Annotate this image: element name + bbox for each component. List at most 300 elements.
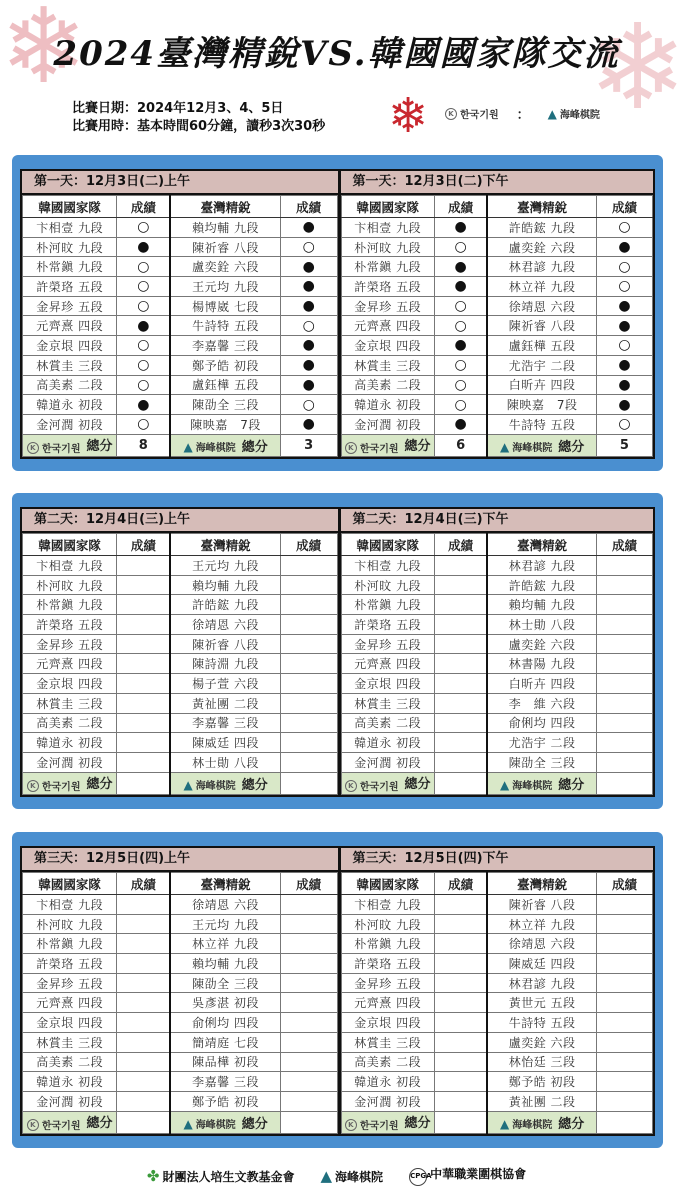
korea-player: 高美素 二段 bbox=[23, 1052, 117, 1072]
korea-result: ○ bbox=[117, 277, 170, 297]
korea-baduk-name: 한국기원 bbox=[41, 782, 81, 794]
taiwan-result bbox=[596, 895, 652, 915]
session-title: 第二天：12月4日(三)上午 bbox=[22, 509, 338, 533]
korea-player: 林賞圭 三段 bbox=[23, 1032, 117, 1052]
table-row bbox=[341, 615, 653, 635]
korea-result bbox=[117, 752, 170, 772]
korea-player: 高美素 二段 bbox=[341, 713, 434, 733]
korea-total-score bbox=[117, 1111, 170, 1133]
taiwan-player: 吳彥湛 初段 bbox=[170, 993, 280, 1013]
mountain-icon: ▲ bbox=[183, 439, 193, 454]
korea-result bbox=[117, 733, 170, 753]
taiwan-result bbox=[280, 1032, 337, 1052]
taiwan-player: 林士勛 八段 bbox=[487, 615, 596, 635]
korea-result: ● bbox=[117, 395, 170, 415]
match-time: 比賽用時：基本時間60分鐘，讀秒3次30秒 bbox=[72, 119, 326, 134]
taiwan-result: ○ bbox=[596, 218, 652, 238]
haixia-name: 海峰棋院 bbox=[512, 781, 553, 793]
taiwan-total-score: 3 bbox=[280, 434, 337, 456]
taiwan-team-header: 臺灣精銳 bbox=[170, 534, 280, 556]
table-row bbox=[341, 296, 653, 316]
table-row bbox=[23, 654, 338, 674]
taiwan-result bbox=[596, 1072, 652, 1092]
taiwan-player: 盧奕銓 六段 bbox=[487, 237, 596, 257]
table-row bbox=[23, 237, 338, 257]
korea-result: ● bbox=[434, 414, 487, 434]
taiwan-result bbox=[280, 752, 337, 772]
korea-baduk-name: 한국기원 bbox=[41, 444, 81, 456]
header-row bbox=[23, 196, 338, 218]
korea-baduk-logo bbox=[27, 778, 81, 793]
korea-player: 韓道永 初段 bbox=[23, 1072, 117, 1092]
taiwan-team-header: 臺灣精銳 bbox=[170, 196, 280, 218]
korea-total-label bbox=[23, 1111, 117, 1133]
korea-result: ● bbox=[434, 218, 487, 238]
taiwan-result: ○ bbox=[596, 257, 652, 277]
result-header: 成績 bbox=[280, 873, 337, 895]
taiwan-player: 林君諺 九段 bbox=[487, 973, 596, 993]
taiwan-team-header: 臺灣精銳 bbox=[170, 873, 280, 895]
korea-total-label bbox=[341, 1111, 434, 1133]
taiwan-result bbox=[280, 595, 337, 615]
taiwan-total-label bbox=[170, 772, 280, 794]
taiwan-result bbox=[280, 1052, 337, 1072]
korea-result: ○ bbox=[117, 355, 170, 375]
taiwan-player: 許皓鋐 九段 bbox=[487, 575, 596, 595]
table-row bbox=[23, 316, 338, 336]
korea-total-score bbox=[434, 1111, 487, 1133]
snowflake-icon: ❄ bbox=[588, 0, 687, 136]
taiwan-result bbox=[596, 1091, 652, 1111]
taiwan-result bbox=[280, 654, 337, 674]
korea-player: 卞相壹 九段 bbox=[341, 895, 434, 915]
taiwan-result: ● bbox=[280, 375, 337, 395]
haixia-logo bbox=[500, 777, 552, 792]
taiwan-result bbox=[596, 954, 652, 974]
korea-baduk-icon: K bbox=[27, 1119, 39, 1131]
table-row bbox=[23, 375, 338, 395]
taiwan-player: 盧鈺樺 五段 bbox=[487, 336, 596, 356]
taiwan-result bbox=[596, 733, 652, 753]
taiwan-result bbox=[596, 556, 652, 576]
korea-baduk-logo bbox=[345, 778, 399, 793]
mountain-icon: ▲ bbox=[320, 1166, 333, 1185]
korea-result bbox=[117, 934, 170, 954]
korea-result bbox=[434, 993, 487, 1013]
korea-player: 元齊熹 四段 bbox=[341, 316, 434, 336]
total-label: 總分 bbox=[404, 776, 431, 792]
korea-player: 卞相壹 九段 bbox=[341, 218, 434, 238]
haixia-logo bbox=[183, 1116, 235, 1131]
match-info bbox=[72, 100, 325, 136]
taiwan-player: 俞俐均 四段 bbox=[170, 1013, 280, 1033]
taiwan-player: 陳映嘉 7段 bbox=[487, 395, 596, 415]
korea-player: 元齊熹 四段 bbox=[23, 993, 117, 1013]
korea-result bbox=[434, 895, 487, 915]
taiwan-player: 尤浩宇 二段 bbox=[487, 733, 596, 753]
korea-team-header: 韓國國家隊 bbox=[341, 534, 434, 556]
total-row bbox=[341, 772, 653, 794]
taiwan-player: 黃世元 五段 bbox=[487, 993, 596, 1013]
taiwan-player: 陳祈睿 八段 bbox=[170, 237, 280, 257]
table-row bbox=[23, 693, 338, 713]
korea-team-header: 韓國國家隊 bbox=[23, 534, 117, 556]
korea-result bbox=[117, 1091, 170, 1111]
taiwan-player: 賴均輔 九段 bbox=[170, 954, 280, 974]
taiwan-team-header: 臺灣精銳 bbox=[487, 534, 596, 556]
korea-result: ○ bbox=[434, 395, 487, 415]
korea-result bbox=[434, 752, 487, 772]
taiwan-result: ● bbox=[596, 296, 652, 316]
korea-result: ○ bbox=[117, 257, 170, 277]
taiwan-player: 賴均輔 九段 bbox=[170, 218, 280, 238]
korea-player: 金昇珍 五段 bbox=[23, 973, 117, 993]
haixia-footer-logo: ▲ 海峰棋院 bbox=[320, 1166, 384, 1185]
taiwan-player: 陳祈睿 八段 bbox=[487, 316, 596, 336]
korea-result bbox=[117, 713, 170, 733]
taiwan-result: ● bbox=[280, 336, 337, 356]
korea-baduk-name: 한국기원 bbox=[359, 444, 399, 456]
result-header: 成績 bbox=[117, 873, 170, 895]
korea-player: 金京垠 四段 bbox=[23, 1013, 117, 1033]
total-row bbox=[23, 434, 338, 456]
snowflake-icon: ❄ bbox=[0, 0, 88, 107]
korea-player: 金京垠 四段 bbox=[341, 1013, 434, 1033]
table-row bbox=[23, 993, 338, 1013]
table-row bbox=[341, 934, 653, 954]
korea-player: 朴河旼 九段 bbox=[341, 237, 434, 257]
taiwan-player: 陳映嘉 7段 bbox=[170, 414, 280, 434]
korea-result bbox=[434, 595, 487, 615]
korea-baduk-icon: K bbox=[345, 1119, 357, 1131]
korea-player: 金昇珍 五段 bbox=[341, 973, 434, 993]
session-title: 第三天：12月5日(四)上午 bbox=[22, 848, 338, 872]
korea-player: 金京垠 四段 bbox=[23, 336, 117, 356]
total-label: 總分 bbox=[86, 1115, 113, 1131]
korea-player: 卞相壹 九段 bbox=[23, 556, 117, 576]
korea-result: ○ bbox=[434, 296, 487, 316]
korea-player: 林賞圭 三段 bbox=[23, 355, 117, 375]
table-row bbox=[23, 634, 338, 654]
korea-result bbox=[434, 1072, 487, 1092]
table-row bbox=[23, 733, 338, 753]
result-header: 成績 bbox=[434, 873, 487, 895]
taiwan-player: 徐靖恩 六段 bbox=[487, 296, 596, 316]
korea-result bbox=[434, 654, 487, 674]
taiwan-player: 楊博崴 七段 bbox=[170, 296, 280, 316]
korea-player: 韓道永 初段 bbox=[23, 733, 117, 753]
taiwan-team-header: 臺灣精銳 bbox=[487, 873, 596, 895]
taiwan-result: ○ bbox=[596, 336, 652, 356]
table-row bbox=[23, 1013, 338, 1033]
korea-result bbox=[434, 615, 487, 635]
korea-total-score bbox=[117, 772, 170, 794]
korea-player: 朴常鎭 九段 bbox=[23, 257, 117, 277]
korea-result: ○ bbox=[434, 316, 487, 336]
total-label: 總分 bbox=[241, 777, 268, 793]
taiwan-player: 林怡廷 三段 bbox=[487, 1052, 596, 1072]
taiwan-player: 陳品樺 初段 bbox=[170, 1052, 280, 1072]
session-title: 第二天：12月4日(三)下午 bbox=[341, 509, 654, 533]
korea-baduk-icon: K bbox=[345, 442, 357, 454]
table-row bbox=[341, 277, 653, 297]
korea-player: 高美素 二段 bbox=[23, 713, 117, 733]
korea-player: 許榮珞 五段 bbox=[341, 954, 434, 974]
korea-result bbox=[117, 575, 170, 595]
results-table bbox=[341, 872, 654, 1134]
taiwan-result bbox=[280, 634, 337, 654]
korea-player: 朴常鎭 九段 bbox=[341, 257, 434, 277]
table-row bbox=[341, 355, 653, 375]
taiwan-total-score bbox=[596, 1111, 652, 1133]
taiwan-total-label bbox=[170, 1111, 280, 1133]
taiwan-result: ● bbox=[280, 257, 337, 277]
korea-baduk-logo: K 한국기원 bbox=[445, 106, 499, 121]
korea-player: 許榮珞 五段 bbox=[23, 277, 117, 297]
taiwan-player: 陳祈睿 八段 bbox=[487, 895, 596, 915]
taiwan-result bbox=[280, 1072, 337, 1092]
table-row bbox=[23, 895, 338, 915]
korea-result: ○ bbox=[117, 218, 170, 238]
taiwan-result: ● bbox=[280, 414, 337, 434]
total-label: 總分 bbox=[86, 776, 113, 792]
session-table bbox=[22, 171, 338, 457]
header-row bbox=[341, 873, 653, 895]
total-row bbox=[341, 1111, 653, 1133]
day-panel bbox=[12, 493, 663, 809]
session-title: 第一天：12月3日(二)上午 bbox=[22, 171, 338, 195]
taiwan-result: ● bbox=[280, 355, 337, 375]
taiwan-result bbox=[596, 713, 652, 733]
taiwan-player: 盧奕銓 六段 bbox=[487, 634, 596, 654]
taiwan-result bbox=[596, 615, 652, 635]
results-table bbox=[22, 195, 338, 457]
taiwan-result bbox=[280, 575, 337, 595]
korea-baduk-name: 한국기원 bbox=[359, 1121, 399, 1133]
taiwan-total-label bbox=[487, 1111, 596, 1133]
korea-player: 許榮珞 五段 bbox=[23, 615, 117, 635]
taiwan-result: ● bbox=[596, 375, 652, 395]
korea-player: 朴河旼 九段 bbox=[341, 914, 434, 934]
korea-result bbox=[434, 1091, 487, 1111]
taiwan-total-score bbox=[280, 772, 337, 794]
header-row bbox=[23, 534, 338, 556]
haixia-name: 海峰棋院 bbox=[512, 443, 553, 455]
table-row bbox=[341, 414, 653, 434]
haixia-name: 海峰棋院 bbox=[512, 1120, 553, 1132]
taiwan-total-score bbox=[596, 772, 652, 794]
taiwan-player: 陳劭全 三段 bbox=[170, 973, 280, 993]
korea-player: 高美素 二段 bbox=[341, 375, 434, 395]
korea-result bbox=[117, 954, 170, 974]
total-label: 總分 bbox=[404, 438, 431, 454]
taiwan-player: 盧奕銓 六段 bbox=[487, 1032, 596, 1052]
total-row bbox=[341, 434, 653, 456]
korea-result: ○ bbox=[117, 375, 170, 395]
haixia-logo: ▲ 海峰棋院 bbox=[547, 106, 600, 121]
table-row bbox=[23, 914, 338, 934]
table-row bbox=[23, 752, 338, 772]
clover-icon: ✤ bbox=[146, 1166, 160, 1185]
taiwan-player: 徐靖恩 六段 bbox=[170, 895, 280, 915]
taiwan-result bbox=[280, 895, 337, 915]
korea-baduk-logo bbox=[345, 1117, 399, 1132]
taiwan-result: ● bbox=[280, 296, 337, 316]
korea-player: 韓道永 初段 bbox=[341, 395, 434, 415]
korea-player: 許榮珞 五段 bbox=[341, 615, 434, 635]
taiwan-result: ○ bbox=[280, 237, 337, 257]
taiwan-player: 李嘉馨 三段 bbox=[170, 336, 280, 356]
korea-result bbox=[117, 693, 170, 713]
korea-player: 朴河旼 九段 bbox=[341, 575, 434, 595]
mountain-icon: ▲ bbox=[500, 1116, 510, 1131]
korea-result: ○ bbox=[434, 355, 487, 375]
result-header: 成績 bbox=[434, 534, 487, 556]
results-table bbox=[22, 533, 338, 795]
taiwan-player: 李嘉馨 三段 bbox=[170, 1072, 280, 1092]
taiwan-result bbox=[596, 1032, 652, 1052]
korea-result bbox=[117, 973, 170, 993]
table-row bbox=[341, 1013, 653, 1033]
table-row bbox=[23, 615, 338, 635]
korea-result bbox=[434, 1052, 487, 1072]
taiwan-player: 黃祉團 二段 bbox=[170, 693, 280, 713]
taiwan-result bbox=[596, 575, 652, 595]
korea-total-score: 6 bbox=[434, 434, 487, 456]
korea-player: 朴常鎭 九段 bbox=[23, 595, 117, 615]
taiwan-result bbox=[280, 1091, 337, 1111]
table-row bbox=[23, 954, 338, 974]
korea-result: ○ bbox=[434, 375, 487, 395]
korea-result: ○ bbox=[117, 296, 170, 316]
table-row bbox=[23, 1032, 338, 1052]
korea-player: 朴常鎭 九段 bbox=[341, 934, 434, 954]
session-table bbox=[22, 509, 338, 795]
day-panel-inner bbox=[20, 169, 655, 459]
korea-result bbox=[117, 895, 170, 915]
korea-total-label bbox=[23, 772, 117, 794]
korea-total-score bbox=[434, 772, 487, 794]
taiwan-player: 牛詩特 五段 bbox=[487, 1013, 596, 1033]
taiwan-player: 盧鈺樺 五段 bbox=[170, 375, 280, 395]
korea-player: 林賞圭 三段 bbox=[23, 693, 117, 713]
korea-player: 金河潤 初段 bbox=[23, 752, 117, 772]
table-row bbox=[341, 316, 653, 336]
korea-result bbox=[117, 993, 170, 1013]
table-row bbox=[341, 1052, 653, 1072]
taiwan-player: 白昕卉 四段 bbox=[487, 375, 596, 395]
korea-player: 高美素 二段 bbox=[341, 1052, 434, 1072]
korea-player: 卞相壹 九段 bbox=[23, 895, 117, 915]
table-row bbox=[341, 674, 653, 694]
taiwan-result: ● bbox=[596, 316, 652, 336]
taiwan-result bbox=[596, 1052, 652, 1072]
table-row bbox=[23, 556, 338, 576]
korea-player: 金河潤 初段 bbox=[341, 414, 434, 434]
total-label: 總分 bbox=[241, 1116, 268, 1132]
korea-result bbox=[434, 634, 487, 654]
korea-total-label bbox=[23, 434, 117, 456]
taiwan-player: 林士勛 八段 bbox=[170, 752, 280, 772]
korea-baduk-icon: K bbox=[27, 780, 39, 792]
table-row bbox=[23, 355, 338, 375]
korea-result bbox=[434, 1032, 487, 1052]
taiwan-player: 陳威廷 四段 bbox=[170, 733, 280, 753]
taiwan-player: 林書陽 九段 bbox=[487, 654, 596, 674]
korea-result bbox=[434, 1013, 487, 1033]
table-row bbox=[341, 595, 653, 615]
korea-player: 許榮珞 五段 bbox=[23, 954, 117, 974]
korea-player: 元齊熹 四段 bbox=[23, 654, 117, 674]
korea-result bbox=[117, 914, 170, 934]
korea-result bbox=[434, 934, 487, 954]
table-row bbox=[23, 296, 338, 316]
taiwan-player: 陳劭全 三段 bbox=[170, 395, 280, 415]
korea-player: 卞相壹 九段 bbox=[341, 556, 434, 576]
taiwan-result bbox=[596, 1013, 652, 1033]
korea-player: 林賞圭 三段 bbox=[341, 355, 434, 375]
table-row bbox=[341, 693, 653, 713]
korea-result: ● bbox=[117, 316, 170, 336]
snowflake-icon: ❄ bbox=[388, 88, 429, 144]
total-row bbox=[23, 772, 338, 794]
korea-result bbox=[117, 654, 170, 674]
taiwan-result: ● bbox=[596, 237, 652, 257]
korea-team-header: 韓國國家隊 bbox=[341, 196, 434, 218]
korea-player: 林賞圭 三段 bbox=[341, 693, 434, 713]
korea-result bbox=[117, 1072, 170, 1092]
table-row bbox=[341, 733, 653, 753]
taiwan-total-score: 5 bbox=[596, 434, 652, 456]
haixia-logo bbox=[500, 439, 552, 454]
korea-result bbox=[434, 713, 487, 733]
korea-baduk-name: 한국기원 bbox=[359, 782, 399, 794]
taiwan-result: ○ bbox=[280, 316, 337, 336]
session-table bbox=[338, 848, 654, 1134]
korea-team-header: 韓國國家隊 bbox=[341, 873, 434, 895]
taiwan-result bbox=[596, 693, 652, 713]
header-row bbox=[23, 873, 338, 895]
taiwan-result bbox=[280, 993, 337, 1013]
day-panel-inner bbox=[20, 846, 655, 1136]
results-table bbox=[341, 533, 654, 795]
korea-player: 元齊熹 四段 bbox=[23, 316, 117, 336]
taiwan-result bbox=[596, 914, 652, 934]
korea-player: 元齊熹 四段 bbox=[341, 654, 434, 674]
taiwan-player: 林君諺 九段 bbox=[487, 257, 596, 277]
korea-player: 金京垠 四段 bbox=[23, 674, 117, 694]
korea-player: 金河潤 初段 bbox=[341, 1091, 434, 1111]
table-row bbox=[23, 595, 338, 615]
taiwan-player: 楊子萱 六段 bbox=[170, 674, 280, 694]
session-table bbox=[338, 509, 654, 795]
korea-result bbox=[434, 914, 487, 934]
result-header: 成績 bbox=[280, 534, 337, 556]
taiwan-result bbox=[280, 934, 337, 954]
result-header: 成績 bbox=[280, 196, 337, 218]
taiwan-player: 陳劭全 三段 bbox=[487, 752, 596, 772]
taiwan-player: 鄭予皓 初段 bbox=[170, 1091, 280, 1111]
korea-result bbox=[117, 634, 170, 654]
korea-result bbox=[434, 693, 487, 713]
results-table bbox=[341, 195, 654, 457]
korea-total-label bbox=[341, 772, 434, 794]
taiwan-result bbox=[596, 674, 652, 694]
taiwan-player: 王元均 九段 bbox=[170, 277, 280, 297]
result-header: 成績 bbox=[596, 196, 652, 218]
taiwan-result: ● bbox=[596, 355, 652, 375]
table-row bbox=[23, 218, 338, 238]
